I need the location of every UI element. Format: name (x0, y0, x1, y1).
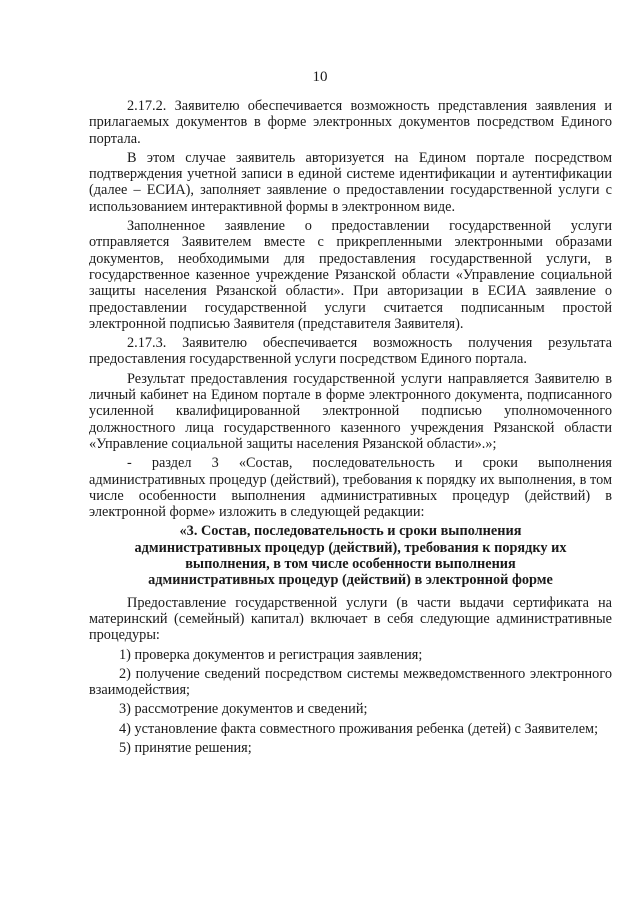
paragraph-section-3-amendment: - раздел 3 «Состав, последовательность и сроки выполнения административных процедур (действий), требования к порядку их выполнения, в том числе особенности выполнения административных процедур (действий) в электронной форме» изложить в следующей редакции: (89, 455, 612, 521)
section-heading-line: «3. Состав, последовательность и сроки выполнения (179, 523, 522, 540)
procedure-item: 4) установление факта совместного проживания ребенка (детей) с Заявителем; (119, 720, 599, 737)
section-heading-line: административных процедур (действий), требования к порядку их (134, 539, 567, 556)
section-heading (89, 523, 612, 588)
procedure-item: 2) получение сведений посредством системы межведомственного электронного взаимодействия; (89, 665, 612, 699)
procedure-item: 5) принятие решения; (119, 739, 252, 756)
procedure-item: 1) проверка документов и регистрация заявления; (119, 646, 423, 663)
procedure-item: 3) рассмотрение документов и сведений; (119, 701, 368, 718)
paragraph-esia-authorization: В этом случае заявитель авторизуется на Едином портале посредством подтверждения учетной записи в единой системе идентификации и аутентификации (далее – ЕСИА), заполняет заявление о предоставлении государственной услуги с использованием интерактивной формы в электронном виде. (89, 149, 612, 215)
document-body (89, 98, 612, 759)
section-heading-line: выполнения, в том числе особенности выполнения (185, 556, 516, 573)
paragraph-procedures-intro: Предоставление государственной услуги (в части выдачи сертификата на материнский (семейный) капитал) включает в себя следующие административные процедуры: (89, 594, 612, 644)
paragraph-2-17-2: 2.17.2. Заявителю обеспечивается возможность представления заявления и прилагаемых документов в форме электронных документов посредством Единого портала. (89, 98, 612, 147)
page-number: 10 (312, 69, 328, 85)
paragraph-2-17-3: 2.17.3. Заявителю обеспечивается возможность получения результата предоставления государственной услуги посредством Единого портала. (89, 335, 612, 368)
paragraph-result-delivery: Результат предоставления государственной услуги направляется Заявителю в личный кабинет на Едином портале в форме электронного документа, подписанного усиленной квалифицированной электронной подписью уполномоченного должностного лица государственного казенного учреждения Рязанской области «Управление социальной защиты населения Рязанской области».»; (89, 370, 612, 452)
paragraph-filled-application: Заполненное заявление о предоставлении государственной услуги отправляется Заявителем вместе с прикрепленными электронными образами документов, необходимыми для предоставления государственной услуги, в государственное казенное учреждение Рязанской области «Управление социальной защиты населения Рязанской области». При авторизации в ЕСИА заявление о предоставлении государственной услуги считается подписанным простой электронной подписью Заявителя (представителя Заявителя). (89, 218, 612, 332)
section-heading-line: административных процедур (действий) в электронной форме (148, 572, 553, 589)
